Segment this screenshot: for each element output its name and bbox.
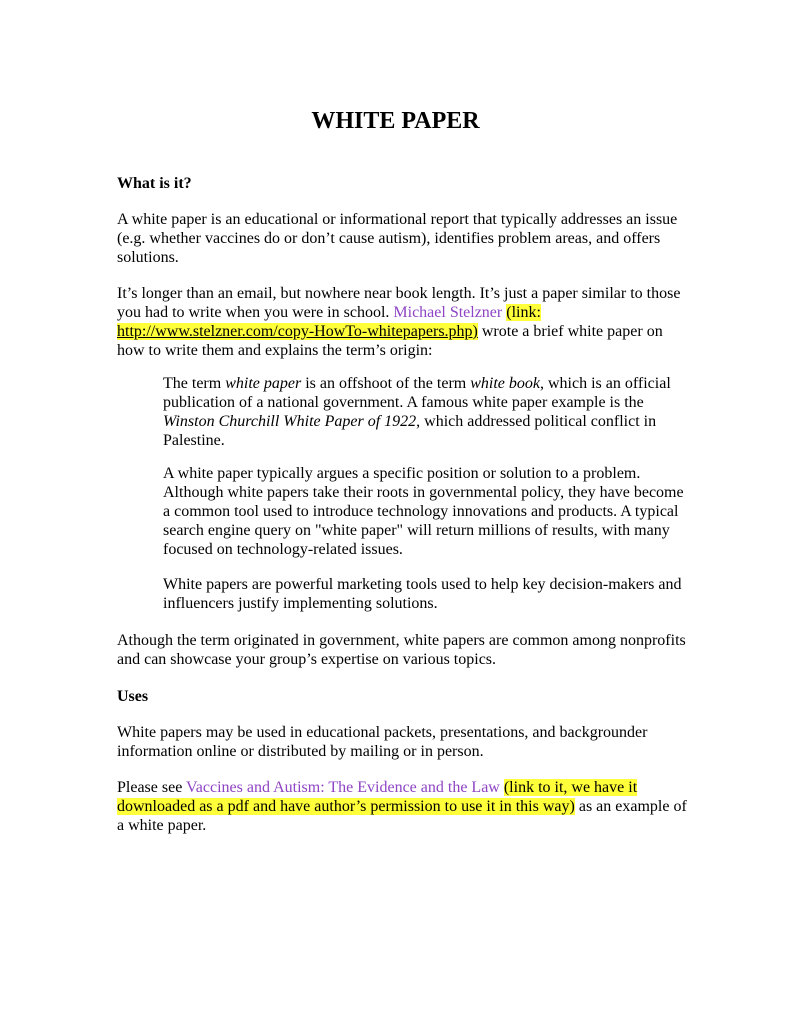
text-line: search engine query on "white paper" will return millions of results, with many xyxy=(163,522,670,539)
text-line xyxy=(117,322,677,341)
text-line: Palestine. xyxy=(163,432,225,449)
link-stelzner-url[interactable]: http://www.stelzner.com/copy-HowTo-whitepapers.php) xyxy=(117,323,478,340)
text-line xyxy=(163,374,703,393)
text-segment: wrote a brief white paper on xyxy=(477,323,663,340)
heading-uses: Uses xyxy=(117,688,149,705)
text-line: It’s longer than an email, but nowhere near book length. It’s just a paper similar to those xyxy=(117,285,681,302)
link-michael-stelzner[interactable]: Michael Stelzner xyxy=(393,304,503,321)
highlight-note: (link to it, we have it xyxy=(503,779,638,796)
text-segment: Please see xyxy=(117,779,187,796)
text-line: how to write them and explains the term’s origin: xyxy=(117,342,433,359)
quote-marketing xyxy=(163,575,703,613)
text-line: a common tool used to introduce technology innovations and products. A typical xyxy=(163,503,679,520)
paragraph-nonprofits xyxy=(117,631,686,669)
text-line: influencers justify implementing solutions. xyxy=(163,595,438,612)
highlight-note: (link: xyxy=(506,304,541,321)
text-segment: The term xyxy=(163,375,226,392)
text-line: White papers are powerful marketing tools used to help key decision-makers and xyxy=(163,576,682,593)
italic-term: white book xyxy=(470,375,540,392)
text-line: information online or distributed by mailing or in person. xyxy=(117,743,484,760)
italic-title: Winston Churchill White Paper of 1922 xyxy=(163,413,417,430)
text-line: Although white papers take their roots in governmental policy, they have become xyxy=(163,484,684,501)
quote-origin xyxy=(163,374,703,450)
link-vaccines-autism[interactable]: Vaccines and Autism: The Evidence and the Law xyxy=(186,779,500,796)
text-segment: , which addressed political conflict in xyxy=(416,413,657,430)
text-line: A white paper is an educational or informational report that typically addresses an issue xyxy=(117,211,678,228)
text-line: publication of a national government. A famous white paper example is the xyxy=(163,394,644,411)
text-line xyxy=(163,412,703,431)
text-segment: as an example of xyxy=(574,798,687,815)
text-segment: you had to write when you were in school. xyxy=(117,304,394,321)
text-line: Athough the term originated in government, white papers are common among nonprofits xyxy=(117,632,686,649)
text-line: focused on technology-related issues. xyxy=(163,541,403,558)
italic-term: white paper xyxy=(225,375,302,392)
highlight-note: downloaded as a pdf and have author’s permission to use it in this way) xyxy=(117,798,575,815)
text-line: solutions. xyxy=(117,249,179,266)
paragraph-uses xyxy=(117,723,677,761)
text-line: and can showcase your group’s expertise on various topics. xyxy=(117,651,497,668)
text-segment: , which is an official xyxy=(539,375,671,392)
text-line: A white paper typically argues a specific position or solution to a problem. xyxy=(163,465,641,482)
text-line: a white paper. xyxy=(117,817,207,834)
quote-position xyxy=(163,464,703,559)
paragraph-definition xyxy=(117,210,677,267)
text-line xyxy=(117,797,687,816)
text-segment: is an offshoot of the term xyxy=(301,375,471,392)
paragraph-length xyxy=(117,284,681,360)
paragraph-example xyxy=(117,778,687,835)
text-line: White papers may be used in educational packets, presentations, and backgrounder xyxy=(117,724,648,741)
text-line: (e.g. whether vaccines do or don’t cause autism), identifies problem areas, and offers xyxy=(117,230,661,247)
document-title: WHITE PAPER xyxy=(311,108,480,134)
text-line xyxy=(117,303,677,322)
heading-what-is-it: What is it? xyxy=(117,175,192,192)
text-line xyxy=(117,778,677,797)
